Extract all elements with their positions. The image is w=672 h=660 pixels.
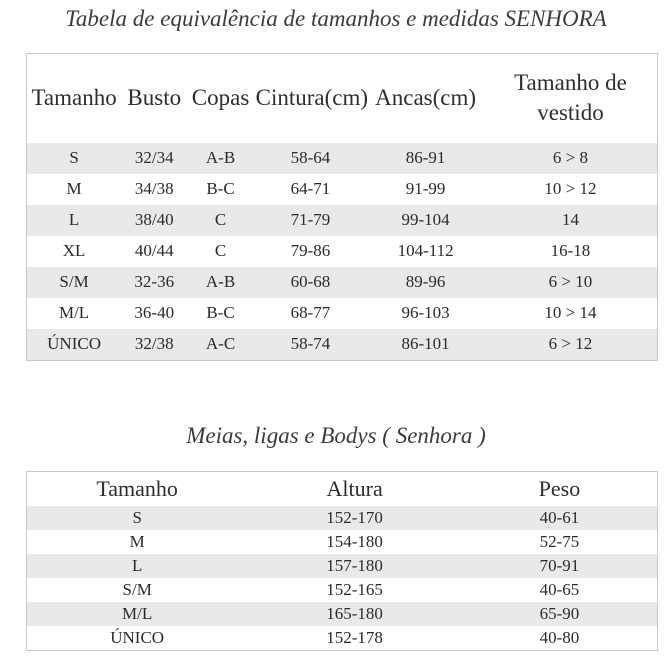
table-cell: ÚNICO <box>110 627 165 647</box>
table-cell: 10 > 12 <box>544 179 597 199</box>
table-cell: 79-86 <box>290 241 331 261</box>
table-row <box>27 329 658 361</box>
table-cell: C <box>214 210 227 230</box>
column-header: Tamanho de vestido <box>484 53 658 142</box>
table-cell: 52-75 <box>539 531 580 551</box>
table-cell: 32-36 <box>134 272 175 292</box>
table-row <box>27 298 658 329</box>
column-header: Ancas(cm) <box>367 53 484 142</box>
table-cell: ÚNICO <box>47 334 101 354</box>
table-cell: 96-103 <box>401 303 450 323</box>
table-cell: 16-18 <box>550 241 591 261</box>
table-cell: 86-91 <box>405 148 446 168</box>
table-cell: 152-165 <box>326 579 383 599</box>
table-cell: 152-170 <box>326 507 383 527</box>
table-cell: C <box>214 241 227 261</box>
table-cell: 10 > 14 <box>544 303 597 323</box>
table-cell: 91-99 <box>405 179 446 199</box>
table-cell: 32/34 <box>134 148 174 168</box>
table-cell: 38/40 <box>134 210 174 230</box>
header-row <box>27 53 658 142</box>
table-row <box>27 554 658 578</box>
table-row <box>27 506 658 530</box>
senhora-table-title: Tabela de equivalência de tamanhos e medidas SENHORA <box>65 6 607 31</box>
table-cell: M/L <box>58 303 90 323</box>
table-cell: L <box>68 210 80 230</box>
table-cell: 36-40 <box>134 303 175 323</box>
table-cell: 64-71 <box>290 179 331 199</box>
table-cell: 152-178 <box>326 627 383 647</box>
table-row <box>27 626 658 651</box>
senhora-sizes-table-header <box>27 53 658 142</box>
table-row <box>27 205 658 236</box>
table-row <box>27 602 658 626</box>
table-cell: 40-80 <box>539 627 580 647</box>
table-cell: 68-77 <box>290 303 331 323</box>
table-cell: M <box>129 531 145 551</box>
table-row <box>27 267 658 298</box>
column-header: Busto <box>121 53 187 142</box>
column-header: Peso <box>462 471 658 506</box>
table-cell: L <box>131 555 143 575</box>
table-row <box>27 578 658 602</box>
column-header: Cintura(cm) <box>254 53 368 142</box>
table-cell: S/M <box>59 272 89 292</box>
table-cell: 104-112 <box>397 241 454 261</box>
table-cell: S <box>69 148 79 168</box>
meias-table-title: Meias, ligas e Bodys ( Senhora ) <box>186 422 486 448</box>
table-cell: 6 > 12 <box>548 334 593 354</box>
table-cell: B-C <box>206 179 235 199</box>
table-cell: 60-68 <box>290 272 331 292</box>
meias-table-body <box>27 506 658 651</box>
table-cell: 157-180 <box>326 555 383 575</box>
table-cell: 6 > 10 <box>548 272 593 292</box>
senhora-sizes-table <box>26 53 658 361</box>
table-cell: 70-91 <box>539 555 580 575</box>
table-cell: 6 > 8 <box>552 148 589 168</box>
table-row <box>27 236 658 267</box>
table-cell: 86-101 <box>401 334 450 354</box>
table-cell: 154-180 <box>326 531 383 551</box>
table-cell: 165-180 <box>326 603 383 623</box>
header-row <box>27 471 658 506</box>
table-cell: S <box>132 507 142 527</box>
table-cell: 58-74 <box>290 334 331 354</box>
table-cell: 32/38 <box>134 334 174 354</box>
column-header: Tamanho <box>27 471 248 506</box>
table-cell: 40-61 <box>539 507 580 527</box>
table-row <box>27 530 658 554</box>
table-row <box>27 174 658 205</box>
table-cell: 89-96 <box>405 272 446 292</box>
table-cell: XL <box>62 241 86 261</box>
meias-ligas-bodys-table <box>26 471 658 651</box>
column-header: Tamanho <box>27 53 122 142</box>
senhora-sizes-table-body <box>27 143 658 361</box>
table-cell: M <box>66 179 82 199</box>
meias-table-header <box>27 471 658 506</box>
table-cell: B-C <box>206 303 235 323</box>
table-cell: 14 <box>561 210 579 230</box>
table-cell: M/L <box>122 603 153 623</box>
table-row <box>27 143 658 174</box>
table-cell: 40-65 <box>539 579 580 599</box>
table-cell: 99-104 <box>401 210 450 230</box>
table-cell: 65-90 <box>539 603 580 623</box>
table-cell: 71-79 <box>290 210 331 230</box>
table-cell: S/M <box>122 579 152 599</box>
table-cell: 40/44 <box>134 241 174 261</box>
table-cell: 58-64 <box>290 148 331 168</box>
table-cell: A-C <box>205 334 236 354</box>
column-header: Altura <box>247 471 462 506</box>
table-cell: A-B <box>205 148 236 168</box>
table-cell: A-B <box>205 272 236 292</box>
column-header: Copas <box>187 53 253 142</box>
table-cell: 34/38 <box>134 179 174 199</box>
